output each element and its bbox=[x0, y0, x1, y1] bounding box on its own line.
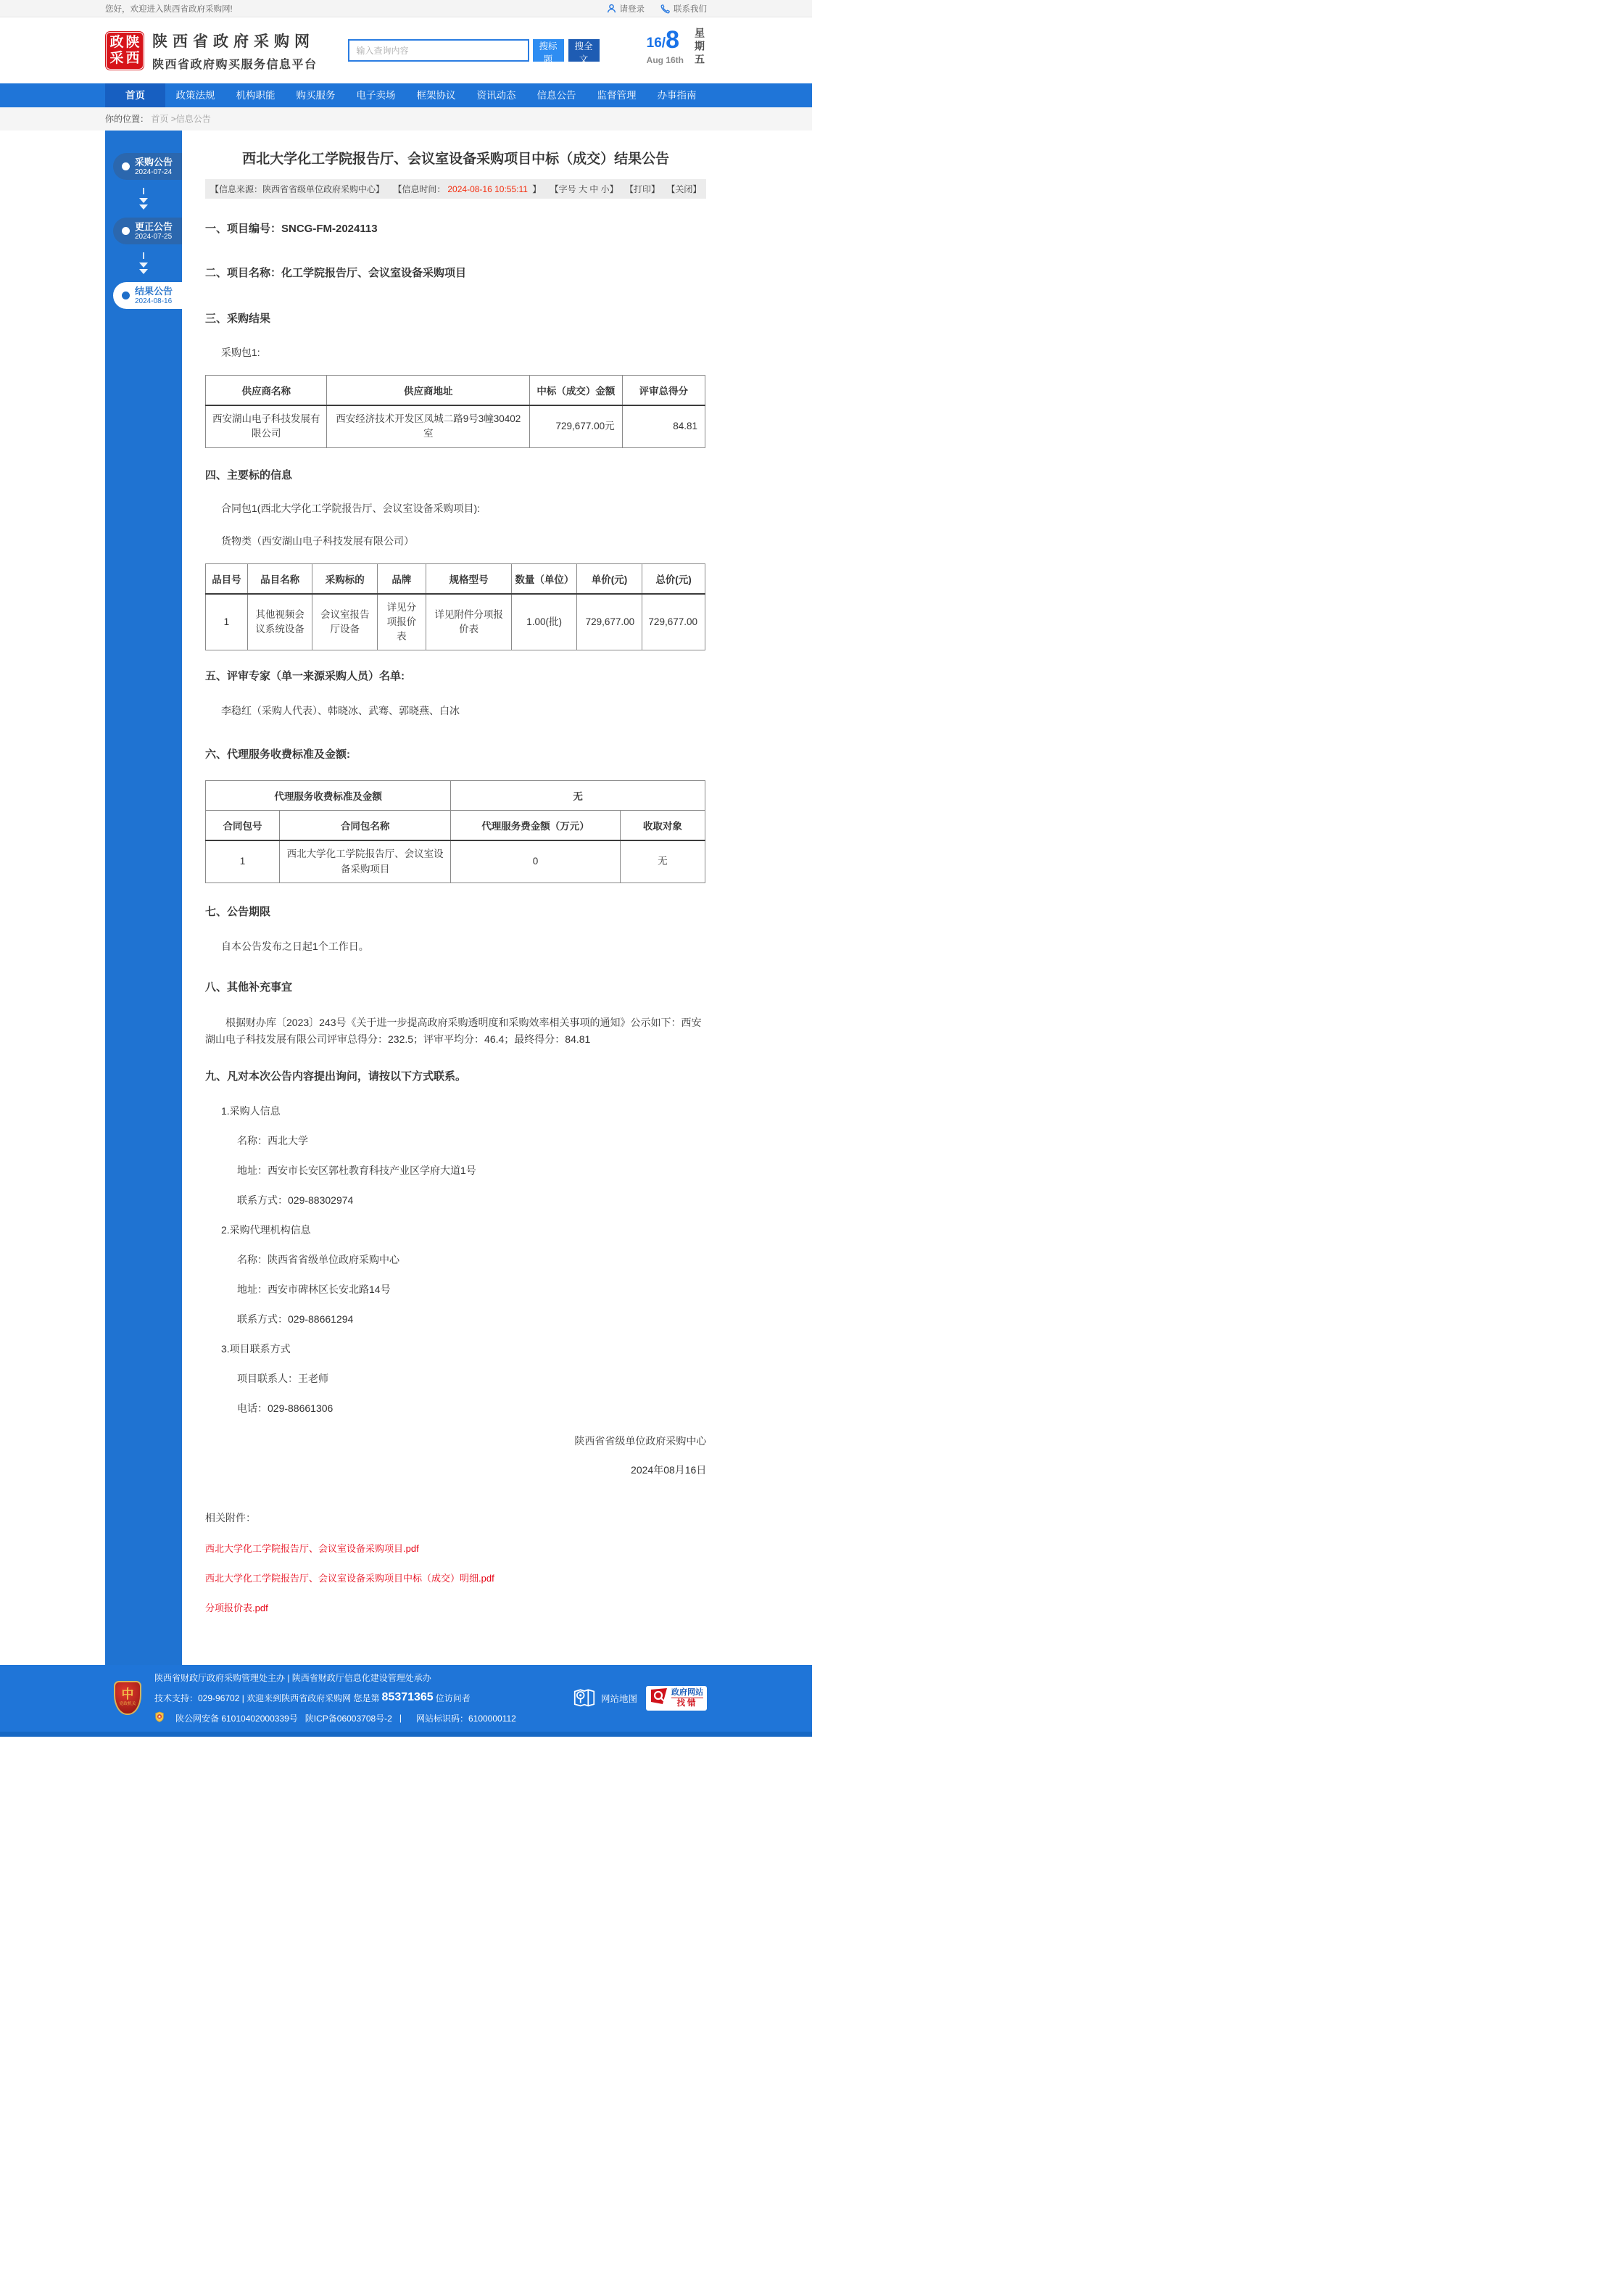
buyer-info-title: 1.采购人信息 bbox=[221, 1104, 281, 1117]
buyer-name: 名称：西北大学 bbox=[237, 1134, 308, 1146]
nav-item-framework[interactable]: 框架协议 bbox=[416, 90, 456, 101]
map-icon bbox=[573, 1687, 595, 1709]
police-badge-icon bbox=[154, 1711, 168, 1724]
search-input[interactable] bbox=[348, 39, 529, 62]
article bbox=[182, 131, 710, 1665]
party-government-badge-icon: 中 党政机关 bbox=[114, 1681, 141, 1715]
sitemap-link[interactable]: 网站地图 bbox=[573, 1687, 637, 1709]
meta-source: 【信息来源：陕西省省级单位政府采购中心】 bbox=[210, 184, 385, 194]
search-title-button[interactable]: 搜标题 bbox=[533, 39, 564, 62]
agency-phone: 联系方式：029-88661294 bbox=[237, 1313, 354, 1325]
step-dot bbox=[122, 162, 130, 170]
date-day: 16/ bbox=[646, 35, 666, 51]
nav-item-announcements[interactable]: 信息公告 bbox=[536, 90, 576, 101]
phone-icon bbox=[660, 4, 670, 14]
date-english: Aug 16th bbox=[646, 54, 684, 65]
step-arrow-down-icon bbox=[105, 180, 182, 218]
nav-item-policies[interactable]: 政策法规 bbox=[175, 90, 215, 101]
buyer-address: 地址：西安市长安区郭杜教育科技产业区学府大道1号 bbox=[237, 1164, 476, 1176]
login-link[interactable]: 请登录 bbox=[607, 3, 645, 15]
attachments-label: 相关附件： bbox=[205, 1511, 256, 1524]
footer-beian-line: 陕公网安备 61010402000339号 陕ICP备06003708号-2 | 网站标识码：6100000112 bbox=[154, 1711, 523, 1724]
table-header-row: 品目号 品目名称 采购标的 品牌 规格型号 数量（单位） 单价(元) 总价(元) bbox=[206, 563, 705, 594]
experts-names: 李稳红（采购人代表）、韩晓冰、武骞、郭晓燕、白冰 bbox=[221, 705, 460, 717]
agency-name: 名称：陕西省省级单位政府采购中心 bbox=[237, 1253, 399, 1265]
table-header-row: 供应商名称 供应商地址 中标（成交）金额 评审总得分 bbox=[206, 376, 705, 406]
font-size-control[interactable]: 【字号 大 中 小】 bbox=[550, 184, 618, 194]
main-nav bbox=[0, 83, 812, 107]
section-announcement-period: 七、公告期限 bbox=[205, 905, 271, 918]
beian-icp[interactable]: 陕ICP备06003708号-2 bbox=[304, 1713, 392, 1724]
nav-item-functions[interactable]: 机构职能 bbox=[236, 90, 276, 101]
goods-class-label: 货物类（西安湖山电子科技发展有限公司） bbox=[221, 534, 414, 547]
user-icon bbox=[607, 4, 616, 14]
section-main-subject-info: 四、主要标的信息 bbox=[205, 468, 293, 481]
site-header bbox=[0, 17, 812, 83]
nav-item-home[interactable]: 首页 bbox=[105, 83, 165, 107]
section-experts: 五、评审专家（单一来源采购人员）名单: bbox=[205, 670, 405, 683]
announcement-steps-sidebar bbox=[105, 131, 182, 1665]
announcement-period-text: 自本公告发布之日起1个工作日。 bbox=[221, 940, 369, 952]
section-supplementary: 八、其他补充事宜 bbox=[205, 980, 293, 993]
search-bar bbox=[348, 39, 600, 65]
seal-logo: 政 陕 采 西 bbox=[105, 31, 144, 70]
project-contact-person: 项目联系人：王老师 bbox=[237, 1372, 328, 1384]
site-footer bbox=[0, 1665, 812, 1737]
beian-gongan[interactable]: 陕公网安备 61010402000339号 bbox=[175, 1713, 298, 1724]
step-arrow-down-icon bbox=[105, 244, 182, 282]
page bbox=[0, 0, 812, 1737]
welcome-text: 您好，欢迎进入陕西省政府采购网! bbox=[105, 5, 233, 14]
breadcrumb-current: >信息公告 bbox=[170, 114, 211, 124]
breadcrumb-home-link[interactable]: 首页 bbox=[151, 114, 169, 124]
date-widget bbox=[646, 25, 707, 74]
date-weekday: 星期五 bbox=[694, 27, 705, 67]
agency-address: 地址：西安市碑林区长安北路14号 bbox=[237, 1283, 391, 1295]
table-row: 1 西北大学化工学院报告厅、会议室设备采购项目 0 无 bbox=[206, 840, 705, 882]
project-contact-phone: 电话：029-88661306 bbox=[237, 1402, 334, 1414]
date-month: 8 bbox=[666, 25, 679, 54]
contract-package-label: 合同包1(西北大学化工学院报告厅、会议室设备采购项目): bbox=[221, 502, 480, 514]
site-code: 网站标识码：6100000112 bbox=[415, 1713, 516, 1724]
agency-info-title: 2.采购代理机构信息 bbox=[221, 1223, 311, 1236]
breadcrumb bbox=[0, 107, 812, 131]
footer-bottom-strip bbox=[0, 1732, 812, 1737]
section-project-number: 一、项目编号：SNCG-FM-2024113 bbox=[205, 223, 378, 235]
attachment-link-project-pdf[interactable]: 西北大学化工学院报告厅、会议室设备采购项目.pdf bbox=[205, 1542, 419, 1554]
attachment-link-award-detail-pdf[interactable]: 西北大学化工学院报告厅、会议室设备采购项目中标（成交）明细.pdf bbox=[205, 1572, 494, 1584]
section-procurement-result: 三、采购结果 bbox=[205, 313, 271, 325]
error-report-logo-icon bbox=[650, 1687, 668, 1709]
article-meta-bar bbox=[205, 179, 706, 199]
meta-time-value: 2024-08-16 10:55:11 bbox=[447, 184, 528, 194]
section-agency-fee: 六、代理服务收费标准及金额: bbox=[205, 748, 350, 761]
section-contact: 九、凡对本次公告内容提出询问，请按以下方式联系。 bbox=[205, 1070, 467, 1083]
close-button[interactable]: 【关闭】 bbox=[666, 184, 702, 194]
signature-org: 陕西省省级单位政府采购中心 bbox=[574, 1434, 707, 1447]
site-name: 陕西省政府采购网 bbox=[152, 33, 315, 50]
site-logo[interactable] bbox=[105, 30, 318, 72]
package1-label: 采购包1: bbox=[221, 347, 260, 358]
gov-website-error-report-badge[interactable]: 政府网站 找错 bbox=[646, 1686, 707, 1711]
buyer-phone: 联系方式：029-88302974 bbox=[237, 1194, 354, 1206]
top-utility-bar bbox=[0, 0, 812, 17]
section-project-name: 二、项目名称：化工学院报告厅、会议室设备采购项目 bbox=[205, 267, 467, 279]
supplier-result-table bbox=[205, 375, 705, 448]
supplementary-text: 根据财办库〔2023〕243号《关于进一步提高政府采购透明度和采购效率相关事项的通知》公示如下：西安湖山电子科技发展有限公司评审总得分：232.5；评审平均分：46.4；最终得分：84.81 bbox=[205, 1016, 702, 1045]
step-procurement-announcement[interactable]: 采购公告 2024-07-24 bbox=[113, 153, 182, 180]
site-subtitle: 陕西省政府购买服务信息平台 bbox=[152, 58, 318, 71]
step-result-announcement[interactable]: 结果公告 2024-08-16 bbox=[113, 282, 182, 309]
nav-item-e-marketplace[interactable]: 电子卖场 bbox=[356, 90, 396, 101]
breadcrumb-prefix: 你的位置： bbox=[105, 114, 149, 124]
nav-item-purchase-service[interactable]: 购买服务 bbox=[296, 90, 336, 101]
visitor-count: 85371365 bbox=[381, 1691, 434, 1704]
meta-time: 【信息时间： 2024-08-16 10:55:11 】 bbox=[393, 184, 542, 194]
nav-item-news[interactable]: 资讯动态 bbox=[476, 90, 516, 101]
table-row: 1 其他视频会议系统设备 会议室报告厅设备 详见分项报价表 详见附件分项报价表 1.00(批) 729,677.00 729,677.00 bbox=[206, 594, 705, 650]
signature-date: 2024年08月16日 bbox=[631, 1463, 707, 1476]
contact-us-link[interactable]: 联系我们 bbox=[660, 3, 707, 15]
items-table bbox=[205, 563, 705, 651]
search-fulltext-button[interactable]: 搜全文 bbox=[568, 39, 600, 62]
nav-item-guide[interactable]: 办事指南 bbox=[657, 90, 697, 101]
footer-organizer-line: 陕西省财政厅政府采购管理处主办 | 陕西省财政厅信息化建设管理处承办 bbox=[154, 1673, 431, 1684]
table-subheader-row: 合同包号 合同包名称 代理服务费金额（万元） 收取对象 bbox=[206, 811, 705, 841]
print-button[interactable]: 【打印】 bbox=[624, 184, 660, 194]
step-dot bbox=[122, 227, 130, 235]
agency-fee-table bbox=[205, 780, 705, 883]
table-header-row: 代理服务收费标准及金额 无 bbox=[206, 781, 705, 811]
step-dot bbox=[122, 292, 130, 299]
attachment-link-itemized-quotation-pdf[interactable]: 分项报价表.pdf bbox=[205, 1602, 268, 1613]
table-row: 西安湖山电子科技发展有限公司 西安经济技术开发区凤城二路9号3幢30402室 729,677.00元 84.81 bbox=[206, 405, 705, 447]
step-correction-announcement[interactable]: 更正公告 2024-07-25 bbox=[113, 218, 182, 244]
page-title: 西北大学化工学院报告厅、会议室设备采购项目中标（成交）结果公告 bbox=[242, 152, 670, 167]
nav-item-supervision[interactable]: 监督管理 bbox=[597, 90, 637, 101]
footer-support-line: 技术支持：029-96702 | 欢迎来到陕西省政府采购网 您是第 85371365 位访问者 bbox=[154, 1691, 471, 1704]
project-contact-title: 3.项目联系方式 bbox=[221, 1342, 291, 1355]
